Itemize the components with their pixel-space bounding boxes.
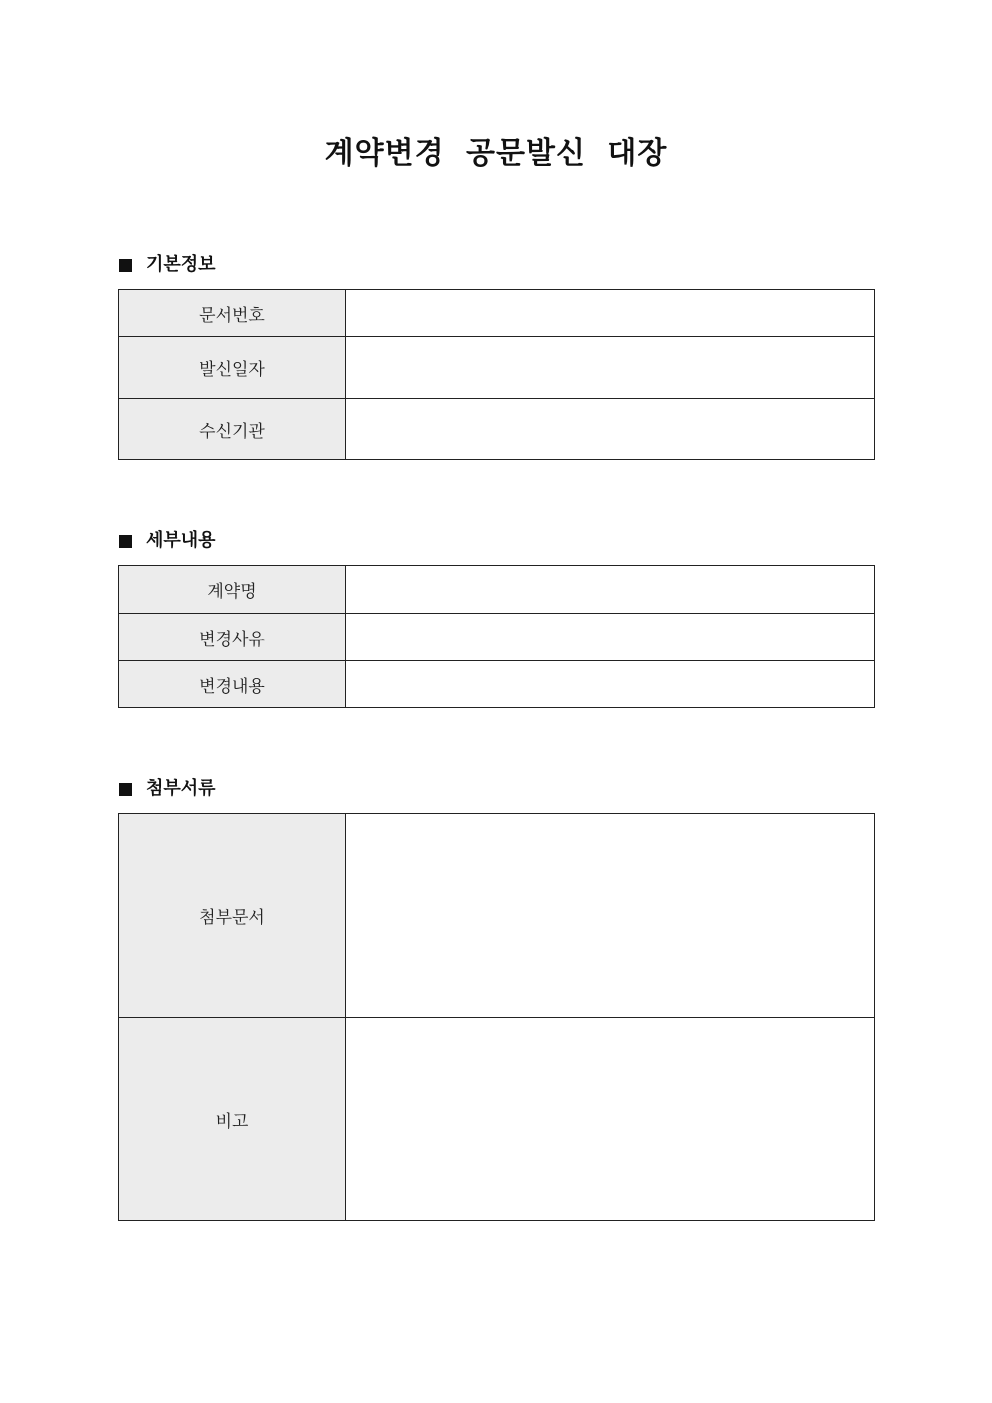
field-value-send-date[interactable] (346, 337, 875, 399)
table-row (119, 290, 875, 337)
basic-info-table (118, 289, 875, 460)
section-heading-basic-info (119, 254, 216, 276)
section-heading-label: 기본정보 (146, 254, 216, 275)
square-bullet-icon (119, 783, 132, 796)
table-row (119, 661, 875, 708)
field-value-attached-documents[interactable] (346, 814, 875, 1018)
field-value-change-content[interactable] (346, 661, 875, 708)
section-heading-details (119, 530, 216, 552)
field-label-document-number: 문서번호 (119, 290, 346, 337)
field-value-change-reason[interactable] (346, 614, 875, 661)
field-value-recipient-agency[interactable] (346, 399, 875, 460)
field-label-attached-documents: 첨부문서 (119, 814, 346, 1018)
table-row (119, 814, 875, 1018)
field-label-change-reason: 변경사유 (119, 614, 346, 661)
field-label-change-content: 변경내용 (119, 661, 346, 708)
section-heading-attachments (119, 778, 216, 800)
attachments-table (118, 813, 875, 1221)
table-row (119, 337, 875, 399)
square-bullet-icon (119, 259, 132, 272)
section-heading-label: 첨부서류 (146, 778, 216, 799)
table-row (119, 1018, 875, 1221)
table-row (119, 566, 875, 614)
field-label-remarks: 비고 (119, 1018, 346, 1221)
document-title: 계약변경 공문발신 대장 (324, 136, 668, 171)
field-label-contract-name: 계약명 (119, 566, 346, 614)
square-bullet-icon (119, 535, 132, 548)
field-value-document-number[interactable] (346, 290, 875, 337)
section-heading-label: 세부내용 (146, 530, 216, 551)
field-label-send-date: 발신일자 (119, 337, 346, 399)
field-label-recipient-agency: 수신기관 (119, 399, 346, 460)
table-row (119, 614, 875, 661)
field-value-contract-name[interactable] (346, 566, 875, 614)
table-row (119, 399, 875, 460)
details-table (118, 565, 875, 708)
field-value-remarks[interactable] (346, 1018, 875, 1221)
